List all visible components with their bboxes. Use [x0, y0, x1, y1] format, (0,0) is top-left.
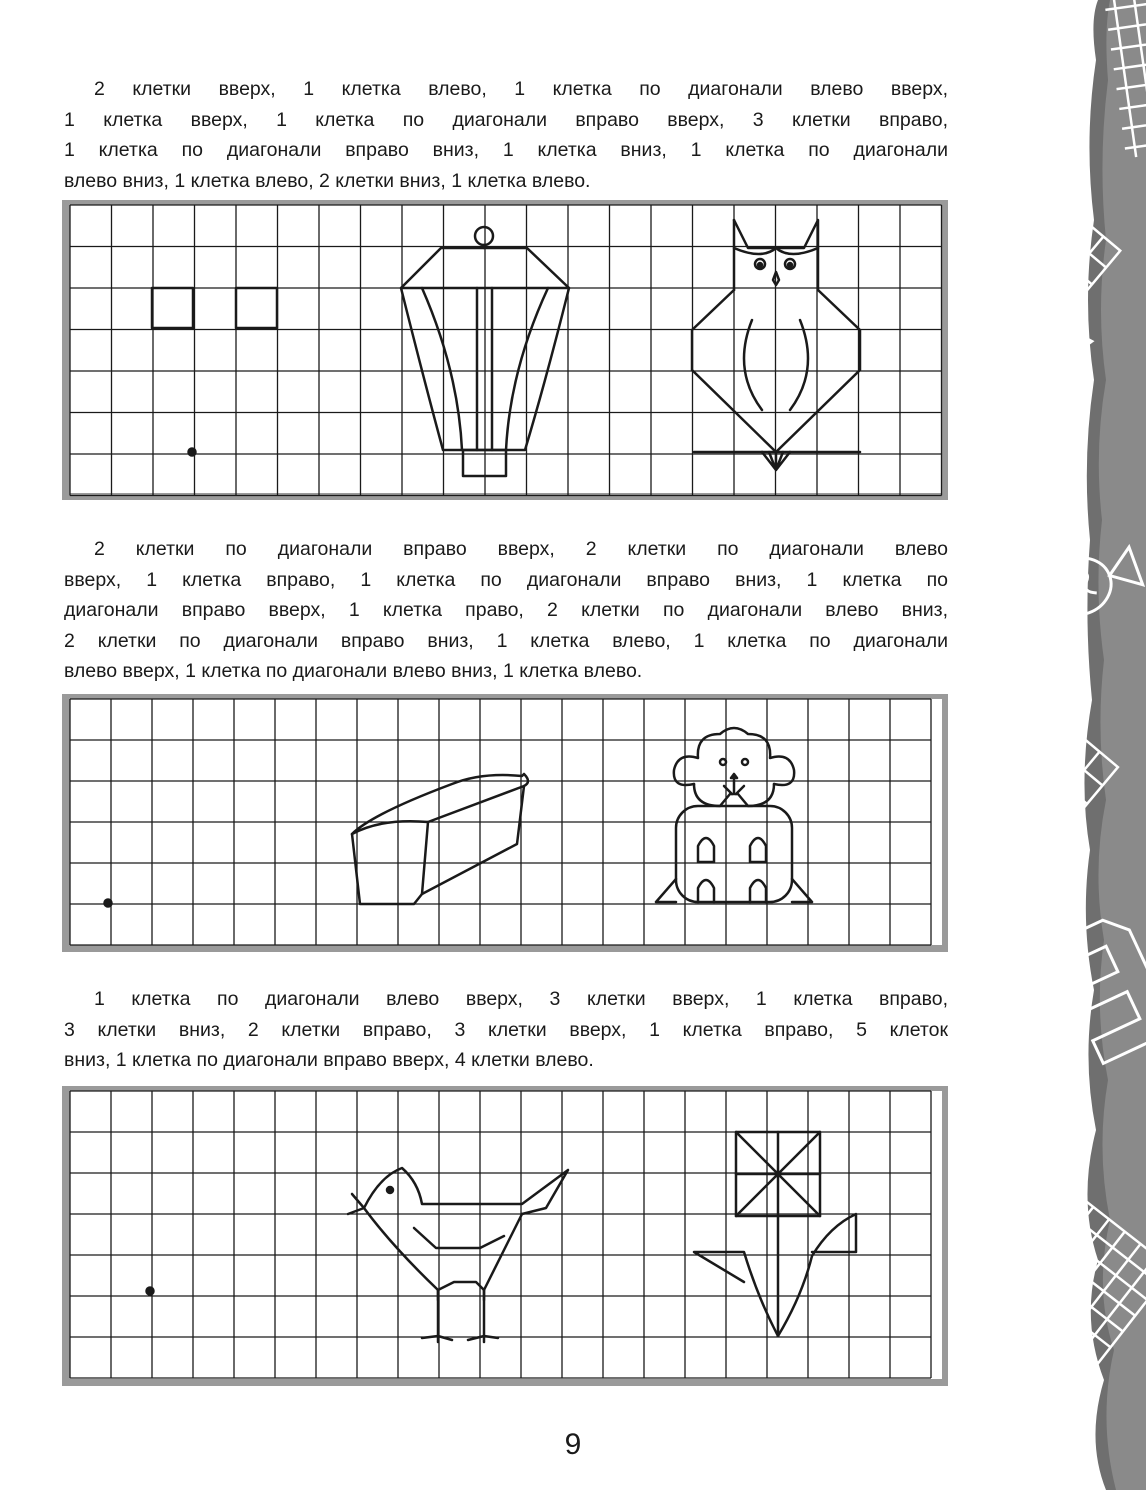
instruction-line: 2 клетки вверх, 1 клетка влево, 1 клетка по диагонали влево вверх,	[94, 78, 948, 100]
instruction-line: вниз, 1 клетка по диагонали вправо вверх, 4 клетки влево.	[64, 1049, 594, 1071]
exercise-1-instruction	[64, 74, 948, 196]
instruction-line: влево вниз, 1 клетка влево, 2 клетки вниз, 1 клетка влево.	[64, 169, 591, 192]
instruction-line: 2 клетки по диагонали вправо вверх, 2 клетки по диагонали влево	[94, 538, 948, 560]
instruction-line: 1 клетка по диагонали влево вверх, 3 клетки вверх, 1 клетка вправо,	[94, 988, 948, 1010]
start-dot	[147, 1288, 154, 1295]
page-number: 9	[564, 1428, 582, 1461]
instruction-line: диагонали вправо вверх, 1 клетка право, 2 клетки по диагонали влево вниз,	[64, 599, 948, 621]
exercise-1-grid	[62, 200, 948, 500]
exercise-2-instruction	[64, 534, 948, 687]
start-dot	[105, 900, 112, 907]
instruction-line: влево вверх, 1 клетка по диагонали влево вниз, 1 клетка влево.	[64, 660, 643, 682]
exercise-3-instruction	[64, 984, 948, 1076]
side-decoration-strip	[986, 0, 1146, 1490]
start-dot	[189, 449, 196, 456]
instruction-line: вверх, 1 клетка вправо, 1 клетка по диагонали вправо вниз, 1 клетка по	[64, 568, 948, 591]
exercise-2-grid	[62, 694, 948, 952]
instruction-line: 1 клетка вверх, 1 клетка по диагонали вправо вверх, 3 клетки вправо,	[64, 108, 948, 131]
instruction-line: 2 клетки по диагонали вправо вниз, 1 клетка влево, 1 клетка по диагонали	[64, 629, 948, 652]
instruction-line: 3 клетки вниз, 2 клетки вправо, 3 клетки вверх, 1 клетка вправо, 5 клеток	[64, 1018, 948, 1041]
exercise-3-grid	[62, 1086, 948, 1386]
instruction-line: 1 клетка по диагонали вправо вниз, 1 клетка вниз, 1 клетка по диагонали	[64, 139, 948, 161]
